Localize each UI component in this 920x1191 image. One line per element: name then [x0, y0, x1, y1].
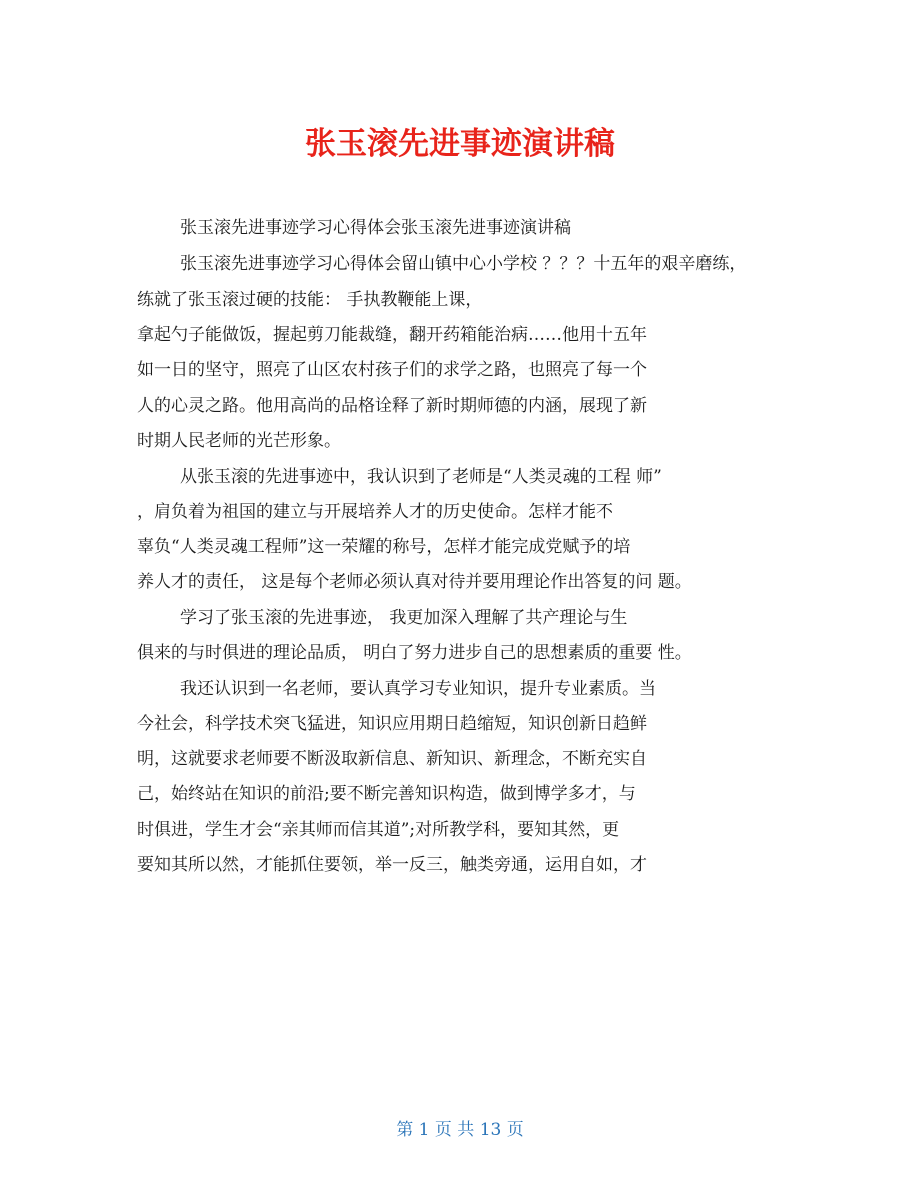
paragraph-line: 俱来的与时俱进的理论品质， 明白了努力进步自己的思想素质的重要 性。 [137, 643, 692, 663]
paragraph-line: 拿起勺子能做饭，握起剪刀能裁缝，翻开药箱能治病……他用十五年 [137, 325, 647, 345]
paragraph-line: 人的心灵之路。他用高尚的品格诠释了新时期师德的内涵，展现了新 [137, 396, 647, 416]
paragraph-line: 己，始终站在知识的前沿;要不断完善知识构造，做到博学多才，与 [137, 784, 636, 804]
paragraph-line: 今社会，科学技术突飞猛进，知识应用期日趋缩短，知识创新日趋鲜 [137, 714, 647, 734]
paragraph-line: 张玉滚先进事迹学习心得体会张玉滚先进事迹演讲稿 [180, 218, 571, 238]
paragraph-line: 要知其所以然，才能抓住要领，举一反三，触类旁通，运用自如，才 [137, 855, 647, 875]
paragraph-line: 学习了张玉滚的先进事迹， 我更加深入理解了共产理论与生 [180, 608, 628, 628]
paragraph-line: 从张玉滚的先进事迹中，我认识到了老师是“人类灵魂的工程 师” [180, 467, 662, 487]
paragraph-line: 明，这就要求老师要不断汲取新信息、新知识、新理念，不断充实自 [137, 749, 647, 769]
paragraph-line: 时俱进，学生才会“亲其师而信其道”;对所教学科，要知其然，更 [137, 820, 620, 840]
paragraph-line: 如一日的坚守，照亮了山区农村孩子们的求学之路，也照亮了每一个 [137, 360, 647, 380]
page-number-footer: 第 1 页 共 13 页 [396, 1120, 524, 1140]
paragraph-line: 辜负“人类灵魂工程师”这一荣耀的称号，怎样才能完成党赋予的培 [137, 537, 631, 557]
paragraph-line: 我还认识到一名老师，要认真学习专业知识，提升专业素质。当 [180, 679, 656, 699]
paragraph-line: ，肩负着为祖国的建立与开展培养人才的历史使命。怎样才能不 [137, 502, 613, 522]
paragraph-line: 时期人民老师的光芒形象。 [137, 431, 341, 451]
document-title: 张玉滚先进事迹演讲稿 [305, 126, 615, 162]
paragraph-line: 养人才的责任， 这是每个老师必须认真对待并要用理论作出答复的问 题。 [137, 572, 692, 592]
paragraph-line: 张玉滚先进事迹学习心得体会留山镇中心小学校 ？？？十五年的艰辛磨练， [180, 254, 747, 274]
paragraph-line: 练就了张玉滚过硬的技能： 手执教鞭能上课， [137, 290, 483, 310]
